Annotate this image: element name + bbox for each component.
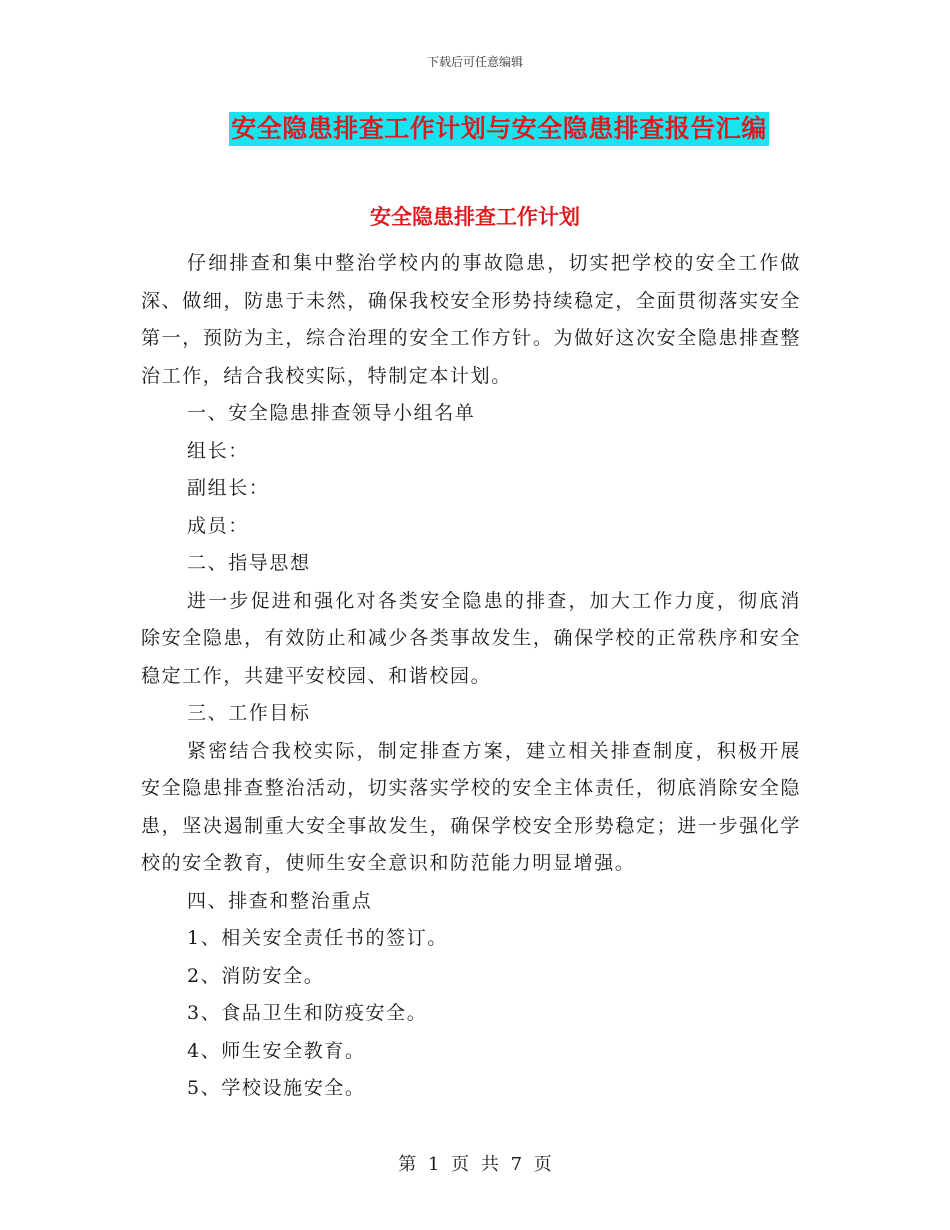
document-title: 安全隐患排查工作计划与安全隐患排查报告汇编 (229, 112, 769, 146)
guiding-thought-paragraph: 进一步促进和强化对各类安全隐患的排查，加大工作力度，彻底消除安全隐患，有效防止和减少各类事故发生，确保学校的正常秩序和安全稳定工作，共建平安校园、和谐校园。 (141, 589, 801, 687)
deputy-leader-line: 副组长： (187, 477, 270, 499)
document-body (141, 245, 801, 1108)
members-line: 成员： (187, 514, 249, 537)
document-title-container (0, 112, 950, 146)
key-point-item: 5、学校设施安全。 (187, 1077, 366, 1099)
section-title: 安全隐患排查工作计划 (370, 205, 580, 229)
heading-leadership-group: 一、安全隐患排查领导小组名单 (187, 402, 476, 424)
heading-key-points: 四、排查和整治重点 (187, 889, 373, 912)
heading-guiding-thought: 二、指导思想 (187, 552, 311, 574)
intro-paragraph: 仔细排查和集中整治学校内的事故隐患，切实把学校的安全工作做深、做细，防患于未然，确保我校安全形势持续稳定，全面贯彻落实安全第一，预防为主，综合治理的安全工作方针。为做好这次安全隐患排查整治工作，结合我校实际，特制定本计划。 (141, 252, 801, 387)
key-point-item: 2、消防安全。 (187, 964, 325, 987)
work-goals-paragraph: 紧密结合我校实际，制定排查方案，建立相关排查制度，积极开展安全隐患排查整治活动，切实落实学校的安全主体责任，彻底消除安全隐患，坚决遏制重大安全事故发生，确保学校安全形势稳定；进一步强化学校的安全教育，使师生安全意识和防范能力明显增强。 (141, 739, 801, 874)
page-footer: 第 1 页 共 7 页 (398, 1154, 552, 1175)
key-point-item: 4、师生安全教育。 (187, 1039, 366, 1062)
heading-work-goals: 三、工作目标 (187, 702, 311, 724)
header-note: 下载后可任意编辑 (426, 55, 523, 69)
key-point-item: 3、食品卫生和防疫安全。 (187, 1002, 428, 1024)
leader-line: 组长： (187, 439, 249, 462)
key-point-item: 1、相关安全责任书的签订。 (187, 927, 448, 949)
